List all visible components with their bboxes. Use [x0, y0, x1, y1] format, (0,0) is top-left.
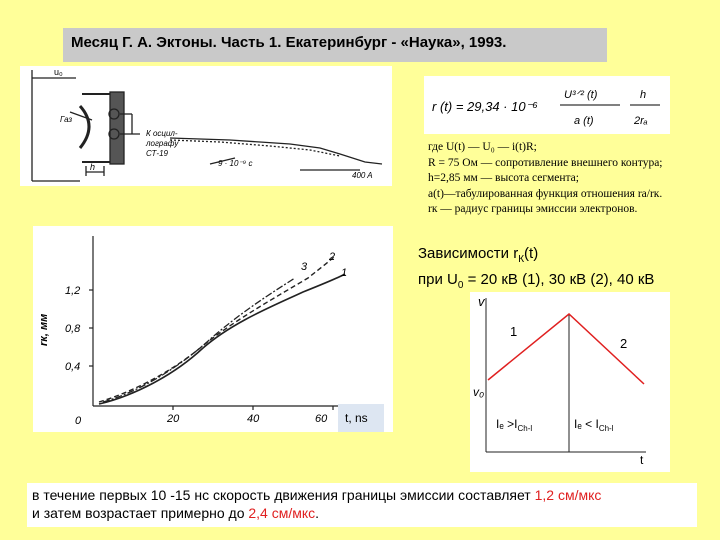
legend-line: где U(t) — U₀ — i(t)R; — [428, 141, 537, 153]
osc-label-3: СТ-19 — [146, 149, 168, 158]
formula-h: h — [640, 89, 647, 101]
x-tick-label: 0 — [75, 415, 82, 427]
y-tick-label: 1,2 — [65, 285, 81, 297]
gap-label: Газ — [60, 115, 73, 124]
y-tick-label: 0,8 — [65, 323, 81, 335]
y-tick-label: 0,4 — [65, 361, 81, 373]
speed-value-2: 2,4 см/мкс — [248, 505, 316, 521]
legend-line: rк — радиус границы эмиссии электронов. — [428, 203, 638, 215]
formula-lhs: r (t) = 29,34 · 10⁻⁶ — [432, 99, 538, 114]
curve-label-1: 1 — [341, 267, 348, 279]
current-label: 400 A — [352, 171, 373, 180]
h-label: h — [90, 162, 96, 172]
speed-value-1: 1,2 см/мкс — [534, 487, 602, 503]
velocity-diagram — [470, 292, 670, 472]
x-tick-label: 60 — [315, 413, 328, 425]
y-axis-label: rк, мм — [38, 313, 50, 346]
caption-line-1: Зависимости $r_К(t)$ — [418, 245, 539, 265]
note-text: . — [315, 505, 320, 521]
legend-line: h=2,85 мм — высота сегмента; — [428, 172, 579, 184]
note-text: в течение первых 10 -15 нс скорость движения границы эмиссии составляет — [32, 487, 535, 503]
time-label: 9 · 10⁻⁹ с — [218, 159, 253, 168]
rk-graph — [33, 226, 393, 432]
v0-label: v₀ — [473, 385, 485, 399]
legend-line: a(t)—табулированная функция отношения ra/rк. — [428, 187, 663, 200]
formula-legend — [428, 140, 718, 218]
condition-2: $I_e < I_{Ch-l}$ — [574, 417, 614, 433]
osc-label-2: лографу — [146, 139, 179, 148]
curve-label-2: 2 — [329, 251, 336, 263]
v-axis-label: v — [478, 294, 485, 309]
formula-ra: 2rₐ — [634, 115, 648, 127]
legend-line: R = 75 Ом — сопротивление внешнего контура; — [428, 156, 663, 169]
formula-box — [424, 76, 670, 134]
x-tick-label: 40 — [247, 413, 260, 425]
x-tick-label: 20 — [167, 413, 180, 425]
slide-title: Месяц Г. А. Эктоны. Часть 1. Екатеринбург - «Наука», 1993. — [63, 28, 607, 62]
condition-1: $I_e >I_{Ch-l}$ — [496, 417, 533, 433]
u0-label: u₀ — [54, 67, 63, 77]
graph-caption — [418, 244, 708, 296]
caption-line-2: при $U_0 = 20$ кВ (1), 30 кВ (2), 40 кВ — [418, 271, 655, 291]
circuit-figure — [20, 66, 392, 186]
note-text: и затем возрастает примерно до — [32, 505, 249, 521]
x-unit-label: t, ns — [345, 411, 368, 425]
formula-denominator: a (t) — [574, 115, 594, 127]
t-axis-label: t — [640, 453, 644, 467]
segment-label-1: 1 — [510, 324, 518, 339]
formula-numerator: U³ᐟ² (t) — [564, 89, 598, 101]
curve-label-3: 3 — [301, 261, 308, 273]
segment-label-2: 2 — [620, 336, 628, 351]
summary-note — [27, 483, 697, 527]
osc-label: К осцил- — [146, 129, 178, 138]
